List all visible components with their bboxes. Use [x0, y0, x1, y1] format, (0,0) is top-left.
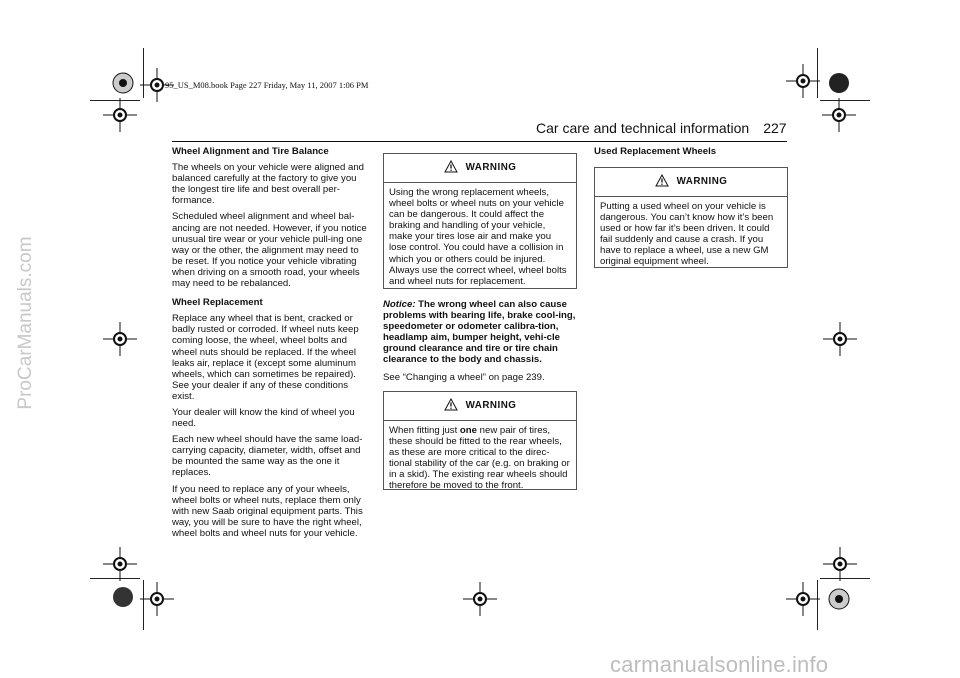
warning-box-wrong-wheels	[383, 153, 577, 289]
warning-title: WARNING	[676, 176, 728, 187]
registration-target-icon	[823, 322, 857, 356]
registration-target-icon	[463, 582, 497, 616]
notice-label: Notice:	[383, 299, 416, 310]
registration-solid-icon	[108, 582, 138, 612]
header-rule	[172, 141, 787, 142]
registration-target-icon	[103, 547, 137, 581]
registration-target-icon	[108, 68, 138, 98]
paragraph: Replace any wheel that is bent, cracked or badly rusted or corroded. If wheel nuts keep coming loose, the wheel, wheel bolts and wheel nuts should be replaced. If the wheel leaks air, replace it (except some aluminum wheels, which can sometimes be repaired). See your dealer if any of these conditions exist.	[172, 313, 359, 402]
registration-target-icon	[822, 98, 856, 132]
cross-reference: See “Changing a wheel” on page 239.	[383, 371, 545, 383]
side-watermark: ProCarManuals.com	[15, 236, 36, 410]
warning-text: Putting a used wheel on your vehicle is dangerous. You can’t know how it’s been used or how far it’s been driven. It could fail suddenly and cause a crash. If you have to replace a wheel, use a new GM original equipment wheel.	[600, 201, 774, 268]
notice-block	[383, 299, 579, 388]
paragraph: If you need to replace any of your wheels, wheel bolts or wheel nuts, replace them only with new Saab original equipment parts. This way, you will be sure to have the right wheel, wheel bolts and wheel nuts for your vehicle.	[172, 483, 363, 539]
notice	[383, 299, 579, 366]
print-info: 95_US_M08.book Page 227 Friday, May 11, 2007 1:06 PM	[165, 80, 369, 90]
registration-solid-icon	[824, 68, 854, 98]
heading-wheel-replacement: Wheel Replacement	[172, 297, 263, 309]
registration-target-icon	[786, 582, 820, 616]
registration-target-icon	[103, 322, 137, 356]
warning-title: WARNING	[465, 400, 517, 411]
warning-text-emphasis: one	[459, 425, 477, 436]
page-number: 227	[763, 120, 787, 136]
registration-target-icon	[103, 98, 137, 132]
paragraph: Scheduled wheel alignment and wheel bal-ancing are not needed. However, if you notice unusual tire wear or your vehicle pull-ing one way or the other, the alignment may need to be reset. If you notice your vehicle vibrating when driving on a smooth road, your wheels may need to be rebalanced.	[172, 211, 367, 290]
registration-target-icon	[824, 584, 854, 614]
paragraph: Each new wheel should have the same load-carrying capacity, diameter, width, offset and be mounted the same way as the one it replaces.	[172, 434, 363, 479]
column-left	[172, 146, 368, 544]
warning-text: Using the wrong replacement wheels, wheel bolts or wheel nuts on your vehicle can be dangerous. It could affect the braking and handling of your vehicle, make your tires lose air and make you lose control. You could have a collision in which you or others could be injured. Always use the correct wheel, wheel bolts and wheel nuts for replacement.	[389, 187, 567, 287]
column-right	[594, 146, 790, 162]
paragraph: The wheels on your vehicle were aligned and balanced carefully at the factory to give you the longest tire life and best overall per-formance.	[172, 162, 364, 207]
registration-target-icon	[786, 64, 820, 98]
section-title: Car care and technical information	[536, 120, 750, 136]
page-header	[536, 120, 787, 136]
paragraph: Your dealer will know the kind of wheel you need.	[172, 406, 355, 430]
warning-triangle-icon	[444, 160, 458, 173]
warning-box-new-tires	[383, 391, 577, 490]
warning-box-used-wheels	[594, 167, 788, 268]
warning-text-part: When fitting just	[389, 425, 460, 436]
warning-text-part: new pair of tires, these should be fitted to the rear wheels, as these are more critical to the direc-tional stability of the car (e.g. on braking or in a skid). The existing rear wheels should therefore be moved to the front.	[389, 425, 570, 492]
registration-target-icon	[823, 547, 857, 581]
warning-triangle-icon	[444, 398, 458, 411]
heading-used-wheels: Used Replacement Wheels	[594, 146, 717, 157]
warning-title: WARNING	[465, 162, 517, 173]
warning-triangle-icon	[655, 174, 669, 187]
warning-text	[384, 421, 576, 496]
heading-wheel-alignment: Wheel Alignment and Tire Balance	[172, 146, 329, 157]
footer-watermark: carmanualsonline.info	[610, 652, 829, 677]
notice-text: The wrong wheel can also cause problems with bearing life, brake cool-ing, speedometer or odometer calibra-tion, headlamp aim, bumper height, vehi-cle ground clearance and tire or tire chain clearance to the body and chassis.	[383, 299, 576, 366]
registration-target-icon	[140, 582, 174, 616]
